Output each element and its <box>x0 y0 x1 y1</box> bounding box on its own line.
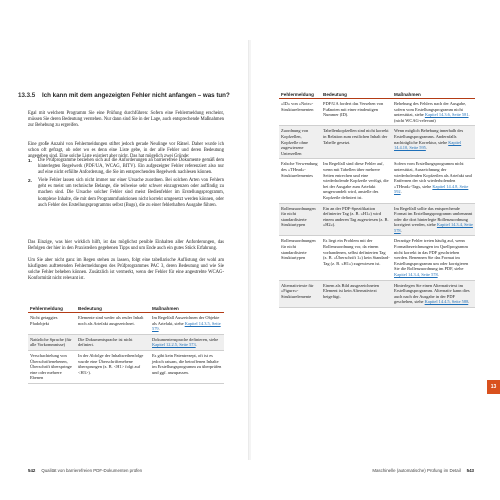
section-title: Ich kann mit dem angezeigten Fehler nicht anfangen – was tun? <box>42 92 230 99</box>
cell-text: Im Regelfall Auszeichnen der Objekte als Artefakt, siehe <box>152 315 220 326</box>
table-cell: Einem als Bild ausgezeichneten Element ist kein Alternativtext beigefügt. <box>321 280 392 307</box>
list-number: 2. <box>28 178 32 184</box>
table-cell: Falsche Verwendung des »THead«-Strukturelementes <box>279 159 321 203</box>
cell-text: . <box>437 272 439 278</box>
list-text: Viele Fehler lassen sich nicht immer nur einer Ursache zuordnen. Bei solchen Arten von Fehlern geht es meist um technische Belange, die teilweise sehr schwer einzugrenzen oder auffindig zu machen sind. Die Ursache solcher Fehler sind meist Bedienfehler im Erstellungsprogramm, komplexe Inhalte, die mit dem Programmfunktionen nicht korrekt umgesetzt werden können, oder auch Fehler des Erstellungsprogramms selbst (Bugs), die zu einer fehlerhaften Ausgabe führen. <box>38 178 224 208</box>
chapter-link[interactable]: Kapitel 14.3.4, Seite 578 <box>394 272 438 278</box>
list-number: 1. <box>28 158 32 163</box>
right-page <box>251 0 500 500</box>
table-cell: Die Dokumentsprache ist nicht definiert. <box>76 334 150 350</box>
column-header: Bedeutung <box>321 92 392 99</box>
table-row <box>279 126 475 159</box>
cell-text: . <box>158 326 160 332</box>
chapter-tab: 13 <box>487 380 500 394</box>
table-row <box>279 159 475 203</box>
chapter-link[interactable]: Kapitel 14.4.8, Seite 592 <box>394 183 469 195</box>
table-cell: Zuordnung von Kopfzellen, Kopfzelle ohne zugewiesene Unterzellen <box>279 126 321 159</box>
table-cell: Tabellenkopfzellen sind nicht korrekt in Relation zum restlichen Inhalt der Tabelle gesetzt. <box>321 126 392 159</box>
table-cell <box>392 159 475 203</box>
column-header: Fehlermeldung <box>28 306 76 313</box>
running-title: Qualität von barrierefreien PDF-Dokumenten prüfen <box>41 468 143 473</box>
table-cell: Ein an der PDF-Spezifikation definierter Tag (z. B. »H1«) wird einem anderen Tag zugewiesen (z. B. »H2«). <box>321 203 392 236</box>
cell-text: . <box>468 299 470 305</box>
table-cell <box>392 236 475 280</box>
table-cell: Elemente sind weder als reuler Inhalt noch als Artefakt ausgezeichnet. <box>76 313 150 335</box>
table-row <box>28 313 224 335</box>
table-row <box>279 203 475 236</box>
left-page <box>0 0 249 500</box>
running-title: Maschinelle (automatische) Prüfung im Detail <box>372 468 461 473</box>
table-cell: In der Abfolge der Inhaltsreihenfolge wurde eine Überschriftenebene übersprungen (z. B. <H1> folgt auf <H3>). <box>76 350 150 383</box>
table-row <box>28 350 224 383</box>
table-cell: Rollenzuordnungen für nicht standardisierte Strukturtypen <box>279 203 321 236</box>
table-cell: Im Regelfall sind diese Fehler auf, wenn mit Tabellen über mehrere Seiten entrechen und eine wiederholende Kopfzeile verfügt, die bei der Ausgabe zum Artefakt umgewandelt wird, anstelle des Kopfzeile definiert ist. <box>321 159 392 203</box>
reasons-list <box>28 158 224 211</box>
table-cell: Alternativtexte für »Figure«-Strukturelemente <box>279 280 321 307</box>
table-cell: Rollenzuordnungen für nicht standardisierte Strukturtypen <box>279 236 321 280</box>
cell-text: . <box>195 342 197 348</box>
cell-text: . <box>400 189 402 195</box>
table-cell <box>392 203 475 236</box>
chapter-link[interactable]: Kapitel 14.4.10, Seite 595 <box>394 139 462 151</box>
table-cell: Es gibt kein Patentrezept, oft ist es jedoch ratsam, die betroffenen Inhalte im Erstellungsprogramm zu überprüfen und ggf. anzupassen. <box>150 350 224 383</box>
chapter-link[interactable]: Kapitel 14.3.5, Seite 579 <box>152 320 221 332</box>
table-cell <box>150 334 224 350</box>
cell-text: . (nicht WCAG-relevant) <box>394 112 470 123</box>
intro-paragraph: Egal mit welchem Programm Sie eine Prüfung durchführen: Sofern eine Fehlermeldung erscheint, müssen Sie deren Bedeutung verstehen. Nur dann sind Sie in der Lage, auch entsprechende Maßnahmen zur Behebung zu ergreifen. <box>28 111 224 129</box>
cell-text: . <box>400 227 402 233</box>
column-header: Maßnahmen <box>150 306 224 313</box>
section-number: 13.3.5 <box>18 92 36 99</box>
column-header: Fehlermeldung <box>279 92 321 99</box>
chapter-link[interactable]: Kapitel 14.3.4, Seite 578 <box>394 222 473 233</box>
chapter-link[interactable]: Kapitel 12.2.5, Seite 573 <box>152 342 196 348</box>
cell-text: Dokumentensprache definieren, siehe <box>152 336 219 342</box>
error-table <box>28 306 224 384</box>
table-cell: PDF/UA fordert das Versehen von Fußnoten mit einer eindeutigen Nummer (ID). <box>321 99 392 126</box>
fourth-paragraph: Um Sie aber nicht ganz im Regen stehen zu lassen, folgt eine tabellarische Auflistung der wohl am häufigsten auftretenden Fehlermeldungen des Prüfprogrammes PAC 3, deren Bedeutung und wie Sie solche Fehler beheben können. Zusätzlich ist vermerkt, wenn der Fehler für eine angestrebte WCAG-Konformität nicht relevant ist. <box>28 258 224 282</box>
table-cell: Natürliche Sprache (für alle Vorkommnisse) <box>28 334 76 350</box>
page-number: 543 <box>466 468 474 473</box>
page-number: 542 <box>28 468 36 473</box>
table-cell <box>150 313 224 335</box>
table-row <box>279 280 475 307</box>
error-table-continued <box>279 92 475 308</box>
list-item <box>28 158 224 176</box>
table-cell <box>392 99 475 126</box>
table-cell: »ID» von »Note«-Strukturelementen <box>279 99 321 126</box>
cell-text: Sofern vom Erstellungsprogramm nicht unterstützt, Auszeichnung der wiederholenden Kopfzeilen als Artefakt und Entfernen der sich wiederholenden »THead«-Tags, siehe <box>394 161 472 189</box>
cell-text: Wenn möglich Behebung innerhalb des Erstellungsprogramms. Andernfalls nachträgliche Korrektur, siehe <box>394 128 464 145</box>
cell-text: Behebung des Fehlers nach der Ausgabe, sofern vom Erstellungsprogramm nicht unterstützt, siehe <box>394 101 467 118</box>
chapter-link[interactable]: Kapitel 14.3.6, Seite 581 <box>424 112 469 118</box>
column-header: Bedeutung <box>76 306 150 313</box>
table-cell: Nicht getaggtes Pfadobjekt <box>28 313 76 335</box>
cell-text: Hinterlegen Sie einen Alternativtext im Erstellungsprogramm. Alternativ kann dies auch nach der Ausgabe in der PDF geschehen, siehe <box>394 282 470 305</box>
table-cell: Es liegt ein Problem mit der Rollenzuordnung vor, da einem vorhandenen, selbst definierten Tag (z. B. »Überschrift 1«) kein Standard-Tag (z. B. »H1«) zugewiesen ist. <box>321 236 392 280</box>
cell-text: Derartige Fehler treten häufig auf, wenn Formatbezeichnungen im Quellprogramm nicht korrekt in das PDF geschrieben werden. Benennen Sie das Format im Erstellungsprogramm um oder korrigieren Sie die Rollenzuordnung im PDF, siehe <box>394 238 469 272</box>
second-paragraph: Eine große Anzahl von Fehlermeldungen stiftet jedoch gerade Neulinge vor Rätsel. Daher wurde ich schon oft gefragt, ob oder wo es denn eine Liste gebe, in der alle Fehler und deren Bedeutung angegeben sind. Eine solche Liste existiert aber nicht. Das hat mögelich zwei Gründe: <box>28 142 224 160</box>
table-cell <box>392 280 475 307</box>
table-row <box>279 236 475 280</box>
list-text: Die Prüfprogramme beziehen sich auf die Anforderungen an barrierefreie Dokumente gemäß dem hinterlegten Regelwerk (PDF/UA, WCAG, BITV). Ein aufgezeigter Fehler referenziert also nur auf eine nicht erfüllte Anforderung, die Sie im entsprechenden Regelwerk nachlesen können. <box>38 158 224 176</box>
cell-text: Im Regelfall sollte das entsprechende Format im Erstellungsprogramm umbenannt oder die dort hinterlegte Rollenzuordnung korrigiert werden, siehe <box>394 205 473 228</box>
table-row <box>279 99 475 126</box>
table-cell <box>392 126 475 159</box>
cell-text: . <box>425 145 427 151</box>
page-footer <box>372 468 474 473</box>
page-footer <box>28 468 142 473</box>
third-paragraph: Das Einzige, was hier wirklich hilft, ist das möglichst penible Einhalten aller Anforderungen, das Befolgen der hier in den Praxisteilen gegebenen Tipps und um Ende auch ein gutes Stück Erfahrung. <box>28 240 224 252</box>
chapter-link[interactable]: Kapitel 14.4.5, Seite 588 <box>424 299 469 305</box>
column-header: Maßnahmen <box>392 92 475 99</box>
table-cell: Verschachtelung von Überschriftenebenen, Überschrift überspringe eine oder mehrere Ebenen <box>28 350 76 383</box>
table-row <box>28 334 224 350</box>
list-item <box>28 178 224 208</box>
